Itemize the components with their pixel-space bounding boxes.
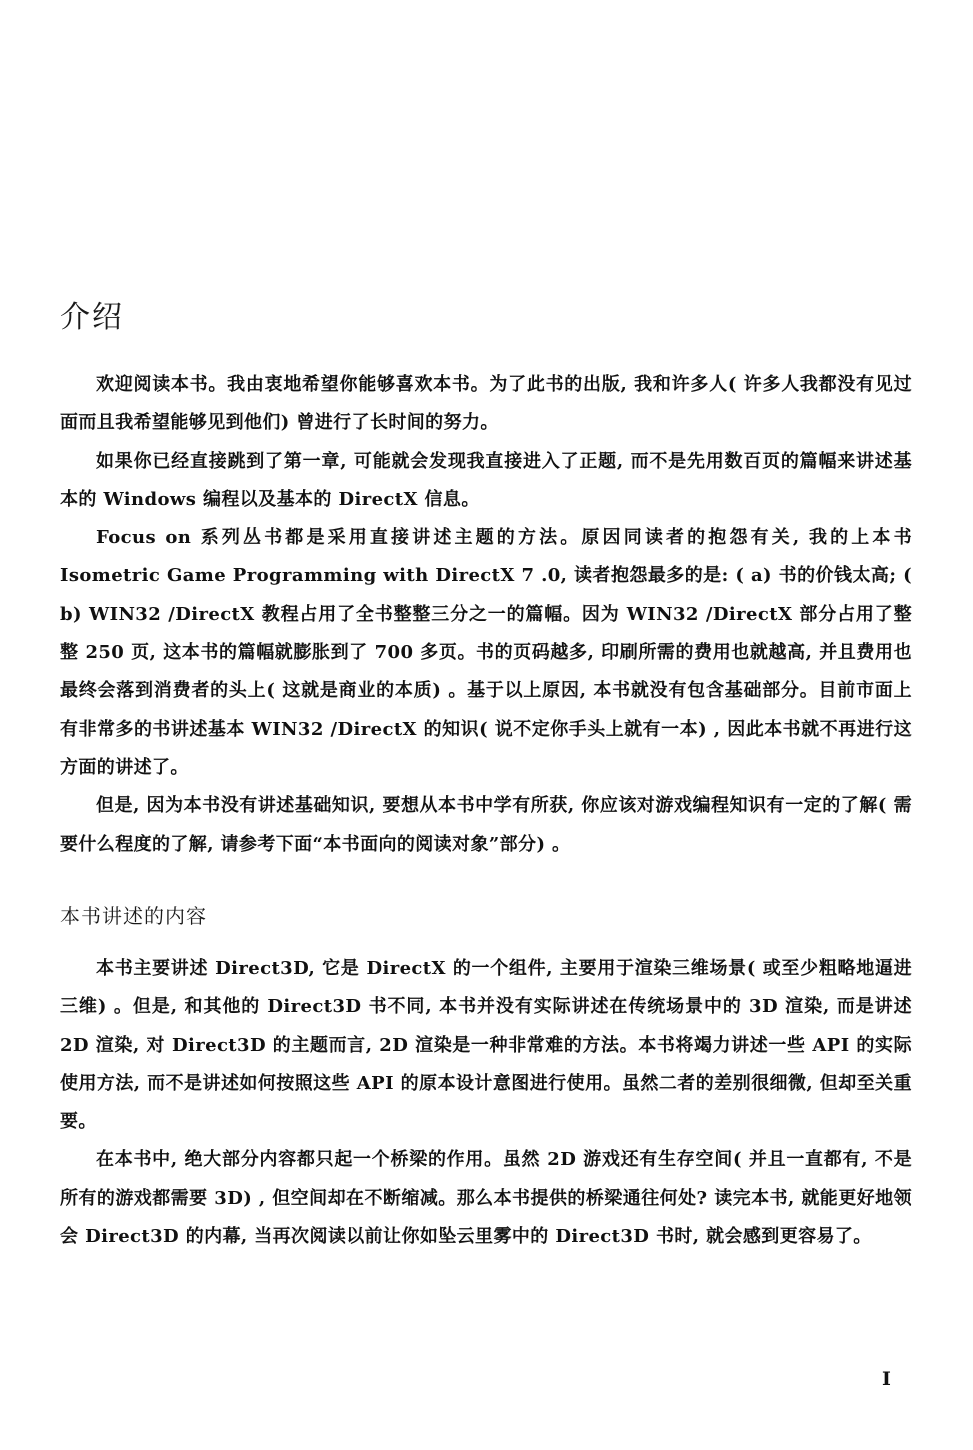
- page-title: 介绍: [60, 300, 124, 335]
- content-section: [60, 950, 912, 1256]
- paragraph: 欢迎阅读本书。我由衷地希望你能够喜欢本书。为了此书的出版, 我和许多人( 许多人我都没有见过面而且我希望能够见到他们) 曾进行了长时间的努力。: [60, 374, 912, 434]
- paragraph: 如果你已经直接跳到了第一章, 可能就会发现我直接进入了正题, 而不是先用数百页的篇幅来讲述基本的 Windows 编程以及基本的 DirectX 信息。: [60, 450, 912, 510]
- page-number: I: [882, 1368, 891, 1390]
- paragraph: 但是, 因为本书没有讲述基础知识, 要想从本书中学有所获, 你应该对游戏编程知识有一定的了解( 需要什么程度的了解, 请参考下面“本书面向的阅读对象”部分) 。: [60, 795, 912, 855]
- section-heading: 本书讲述的内容: [60, 904, 207, 928]
- paragraph: 本书主要讲述 Direct3D, 它是 DirectX 的一个组件, 主要用于渲染三维场景( 或至少粗略地逼进三维) 。但是, 和其他的 Direct3D 书不同, 本书并没有实际讲述在传统场景中的 3D 渲染, 而是讲述 2D 渲染, 对 Direct3D 的主题而言, 2D 渲染是一种非常难的方法。本书将竭力讲述一些 API 的实际使用方法, 而不是讲述如何按照这些 API 的原本设计意图进行使用。虽然二者的差别很细微, 但却至关重要。: [60, 958, 912, 1133]
- paragraph: 在本书中, 绝大部分内容都只起一个桥梁的作用。虽然 2D 游戏还有生存空间( 并且一直都有, 不是所有的游戏都需要 3D) , 但空间却在不断缩减。那么本书提供的桥梁通往何处? 读完本书, 就能更好地领会 Direct3D 的内幕, 当再次阅读以前让你如坠云里雾中的 Direct3D 书时, 就会感到更容易了。: [60, 1149, 912, 1248]
- paragraph: Focus on 系列丛书都是采用直接讲述主题的方法。原因同读者的抱怨有关, 我的上本书 Isometric Game Programming with DirectX 7 .0, 读者抱怨最多的是: ( a) 书的价钱太高; ( b) WIN32 /DirectX 教程占用了全书整整三分之一的篇幅。因为 WIN32 /DirectX 部分占用了整整 250 页, 这本书的篇幅就膨胀到了 700 多页。书的页码越多, 印刷所需的费用也就越高, 并且费用也最终会落到消费者的头上( 这就是商业的本质) 。基于以上原因, 本书就没有包含基础部分。目前市面上有非常多的书讲述基本 WIN32 /DirectX 的知识( 说不定你手头上就有一本) , 因此本书就不再进行这方面的讲述了。: [60, 527, 912, 778]
- introduction-section: [60, 366, 912, 864]
